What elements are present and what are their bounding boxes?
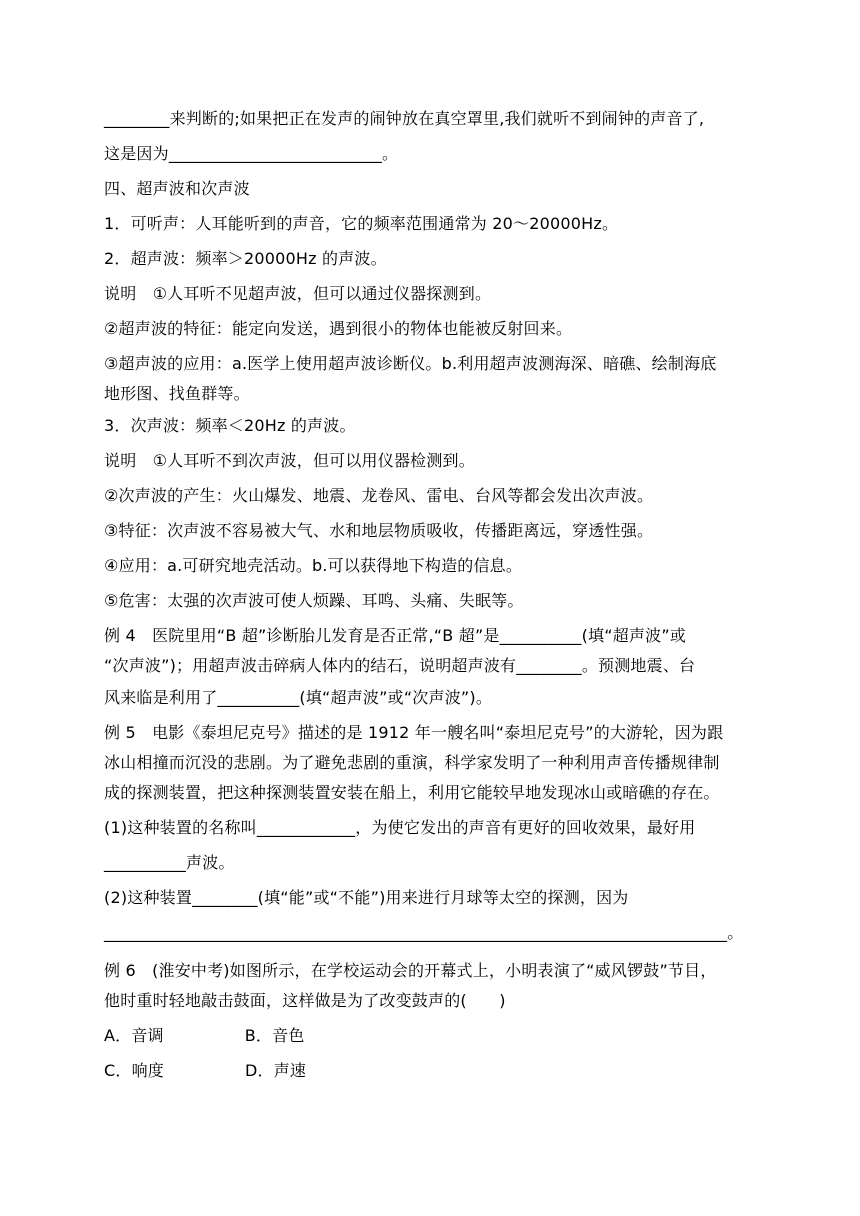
example-6-line-1: 例 6 (淮安中考)如图所示，在学校运动会的开幕式上，小明表演了“威风锣鼓”节目， [104,961,717,980]
example-5-q1-line-2: __________声波。 [104,853,235,872]
example-4-line-3: 风来临是利用了__________(填“超声波”或“次声波”)。 [104,688,493,707]
text-line: 1．可听声：人耳能听到的声音，它的频率范围通常为 20～20000Hz。 [104,214,619,233]
text-line: 地形图、找鱼群等。 [104,384,250,403]
text-line: ②超声波的特征：能定向发送，遇到很小的物体也能被反射回来。 [104,319,573,338]
text-line: ②次声波的产生：火山爆发、地震、龙卷风、雷电、台风等都会发出次声波。 [104,486,654,505]
text-line: 说明 ①人耳听不见超声波，但可以通过仪器探测到。 [104,284,492,303]
example-4-line-1: 例 4 医院里用“B 超”诊断胎儿发育是否正常,“B 超”是__________(填“超声波”或 [104,626,687,645]
text-line: ③特征：次声波不容易被大气、水和地层物质吸收，传播距离远，穿透性强。 [104,521,654,540]
example-5-line-2: 冰山相撞而沉没的悲剧。为了避免悲剧的重演，科学家发明了一种利用声音传播规律制 [104,753,720,772]
example-5-q2-line-1: (2)这种装置________(填“能”或“不能”)用来进行月球等太空的探测，因为 [104,888,629,907]
example-5-q1-line-1: (1)这种装置的名称叫____________，为使它发出的声音有更好的回收效果，最好用 [104,818,696,837]
text-line: 3．次声波：频率＜20Hz 的声波。 [104,416,356,435]
example-5-line-1: 例 5 电影《泰坦尼克号》描述的是 1912 年一艘名叫“泰坦尼克号”的大游轮，因为跟 [104,723,724,742]
text-blank-2: __________________________ [168,144,383,163]
example-6-line-2: 他时重时轻地敲击鼓面，这样做是为了改变鼓声的( ) [104,991,506,1010]
text-blank-1: ________ [104,109,170,128]
text-segment: 来判断的;如果把正在发声的闹钟放在真空罩里,我们就听不到闹钟的声音了, [169,109,705,128]
text-line-2 [104,143,398,165]
text-line-1 [104,108,704,130]
text-line: ⑤危害：太强的次声波可使人烦躁、耳鸣、头痛、失眠等。 [104,591,524,610]
example-5-q2-line-2: ____________________________________________________________________________。 [104,923,744,942]
option-row-1: A．音调 B．音色 [104,1026,305,1045]
text-segment: 这是因为 [104,144,169,163]
text-line: ③超声波的应用：a.医学上使用超声波诊断仪。b.利用超声波测海深、暗礁、绘制海底 [104,354,717,373]
example-4-line-2: “次声波”)；用超声波击碎病人体内的结石，说明超声波有________。预测地震、台 [104,656,696,675]
option-row-2: C．响度 D．声速 [104,1061,307,1080]
section-heading: 四、超声波和次声波 [104,179,250,198]
text-line: 说明 ①人耳听不到次声波，但可以用仪器检测到。 [104,451,475,470]
example-5-line-3: 成的探测装置，把这种探测装置安装在船上，利用它能较早地发现冰山或暗礁的存在。 [104,783,720,802]
text-line: 2．超声波：频率＞20000Hz 的声波。 [104,249,387,268]
text-line: ④应用：a.可研究地壳活动。b.可以获得地下构造的信息。 [104,556,523,575]
text-segment: 。 [382,144,399,163]
